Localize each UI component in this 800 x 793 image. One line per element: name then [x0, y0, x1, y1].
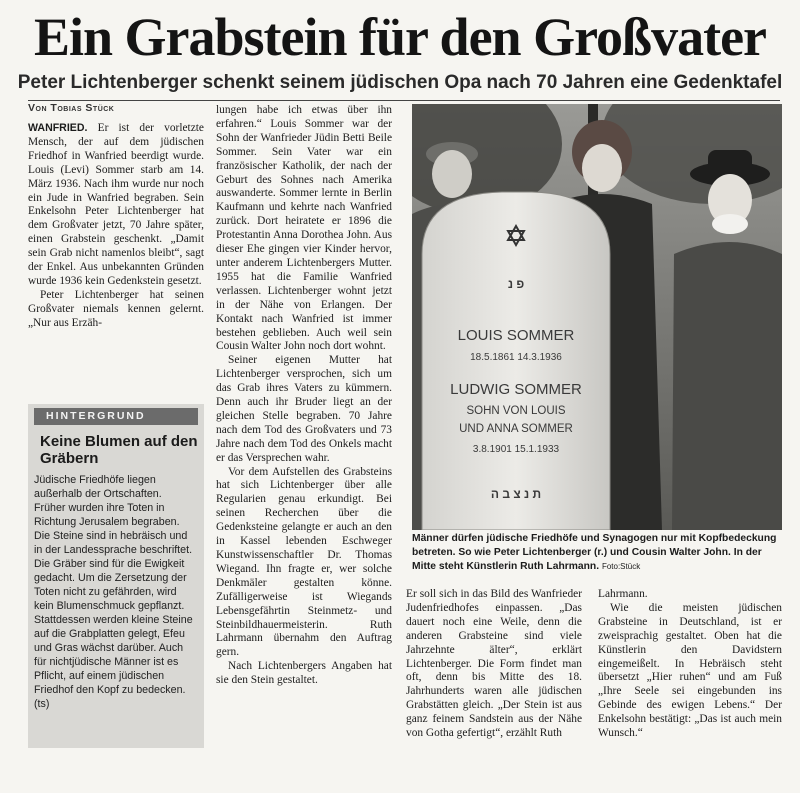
- article-paragraph: Lahrmann.: [598, 588, 648, 600]
- dateline: WANFRIED.: [28, 122, 88, 134]
- caption-text: Männer dürfen jüdische Friedhöfe und Synagogen nur mit Kopfbedeckung betreten. So wie Peter Lichtenberger (r.) und Cousin Walter John. In der Mitte steht Künstlerin Ruth Lahrmann.: [412, 533, 777, 572]
- article-paragraph: Vor dem Aufstellen des Grabsteins hat sich Lichtenberger über alle Regularien genau erkundigt. Bei seinen Recherchen über die Gedenksteine gelangte er auch an den in Kassel lebenden Eschweger Kunstwissenschaftler Dr. Thomas Wiegand. Ihn fragte er, wer solche Denkmäler gestalten könne. Zufälligerweise ist Wiegands Lebensgefährtin Steinmetz- und Steinbildhauermeisterin. Ruth Lahrmann übernahm den Auftrag gern.: [216, 465, 392, 659]
- stone-name-1: LOUIS SOMMER: [457, 327, 575, 344]
- article-paragraph: Wie die meisten jüdischen Grabsteine in Deutschland, ist er zweisprachig gestaltet. Oben hat die Künstlerin den Davidstern eingemeißelt. In Hebräisch steht übersetzt „Hier ruhen“ und am Fuß „Ihre Seele sei eingebunden ins Gebinde des ewigen Lebens.“ Der Enkelsohn bestätigt: „Das ist auch mein Wunsch.“: [598, 601, 782, 740]
- photo-caption: [412, 532, 782, 582]
- stone-dates-1: 18.5.1861 14.3.1936: [470, 352, 562, 363]
- article-paragraph: Peter Lichtenberger hat seinen Großvater niemals kennen gelernt. „Nur aus Erzäh-: [28, 288, 204, 329]
- headline: Ein Grabstein für den Großvater: [33, 7, 767, 67]
- stone-hebrew-top: פ נ: [507, 277, 525, 291]
- article-column-1: [28, 122, 204, 400]
- stone-dates-2: 3.8.1901 15.1.1933: [472, 444, 560, 455]
- stone-inscription-line: SOHN VON LOUIS: [466, 405, 566, 417]
- background-box: [28, 404, 204, 748]
- article-column-4: [598, 588, 782, 782]
- article-paragraph: Seiner eigenen Mutter hat Lichtenberger versprochen, sich um das Grab ihres Vaters zu kümmern. Denn auch ihr Bruder liegt an der gleichen Stelle begraben. 70 Jahre nach dem Tod des Großvaters und 73 Jahre nach dem Tod des Onkels macht er das Versprechen wahr.: [216, 354, 392, 464]
- stone-hebrew-bottom: ת נ צ ב ה: [490, 487, 542, 501]
- header-divider: [28, 100, 780, 101]
- photo: [412, 104, 782, 530]
- article-paragraph: Er soll sich in das Bild des Wanfrieder Judenfriedhofes einpassen. „Das dauert noch eine Weile, denn die anderen Grabsteine sind viele Jahrzehnte älter“, erklärt Lichtenberger. Die Form findet man oft, denn bis Mitte des 18. Jahrhunderts waren alle jüdischen Grabstätten gleich. „Der Stein ist aus ganz feinem Sandstein aus der Nähe von Gotha gefertigt“, erzählt Ruth: [406, 588, 582, 740]
- article-paragraph: lungen habe ich etwas über ihn erfahren.“ Louis Sommer war der Sohn der Wanfrieder Jüdin Betti Beile Sommer. Sein Vater war ein französischer Katholik, der nach der Geburt des Sohnes nach Amerika auswanderte. Sommer lernte in Berlin Kaufmann und kehrte nach Wanfried zurück. Dort heiratete er 1896 die Protestantin Anna Dorothea John. Aus dieser Ehe gingen vier Kinder hervor, unter anderem Lichtenbergers Mutter. 1955 hat die Familie Wanfried verlassen. Lichtenberger wohnt jetzt in der Nähe von Erlangen. Der Kontakt nach Wanfried ist immer bestehen geblieben. Auch weil sein Cousin Walter John noch dort wohnt.: [216, 104, 392, 353]
- article-column-2: [216, 104, 392, 782]
- article-paragraph: Er ist der vorletzte Mensch, der auf dem jüdischen Friedhof in Wanfried beerdigt wurde. Louis (Levi) Sommer starb am 14. März 1936. Nach ihm wurde nur noch ein Jude in Wanfried begraben. Sein Enkelsohn Peter Lichtenberger hat dem Großvater jetzt, 70 Jahre später, einen Grabstein geschenkt. „Damit sein Grab nicht namenlos bleibt“, sagt der Enkel. Aus unbekannten Gründen wurde 1936 kein Gedenkstein gesetzt.: [28, 122, 204, 287]
- article-column-3: [406, 588, 582, 782]
- stone-name-2: LUDWIG SOMMER: [450, 381, 582, 398]
- cemetery-photo-illustration: [412, 104, 782, 530]
- article-paragraph: Nach Lichtenbergers Angaben hat sie den Stein gestaltet.: [216, 660, 392, 687]
- box-label: HINTERGRUND: [34, 408, 198, 425]
- box-text: Jüdische Friedhöfe liegen außerhalb der Ortschaften. Früher wurden ihre Toten in Richtung Jerusalem begraben. Die Steine sind in hebräisch und in der Landessprache beschriftet. Die Gräber sind für die Ewigkeit gedacht. Um die Zersetzung der Toten nicht zu gefährden, wird kein Blumenschmuck gepflanzt. Stattdessen werden kleine Steine auf die Grabplatten gelegt, Efeu und Gras wächst darüber. Auch für nichtjüdische Männer ist es Pflicht, auf einem jüdischen Friedhof den Kopf zu bedecken. (ts): [34, 474, 193, 710]
- byline: Von Tobias Stück: [28, 102, 115, 114]
- stone-inscription-line: UND ANNA SOMMER: [459, 423, 573, 435]
- photo-credit: Foto:Stück: [601, 562, 641, 571]
- subheadline: Peter Lichtenberger schenkt seinem jüdischen Opa nach 70 Jahren eine Gedenktafel: [17, 72, 783, 93]
- box-title: Keine Blumen auf den Gräbern: [40, 433, 198, 467]
